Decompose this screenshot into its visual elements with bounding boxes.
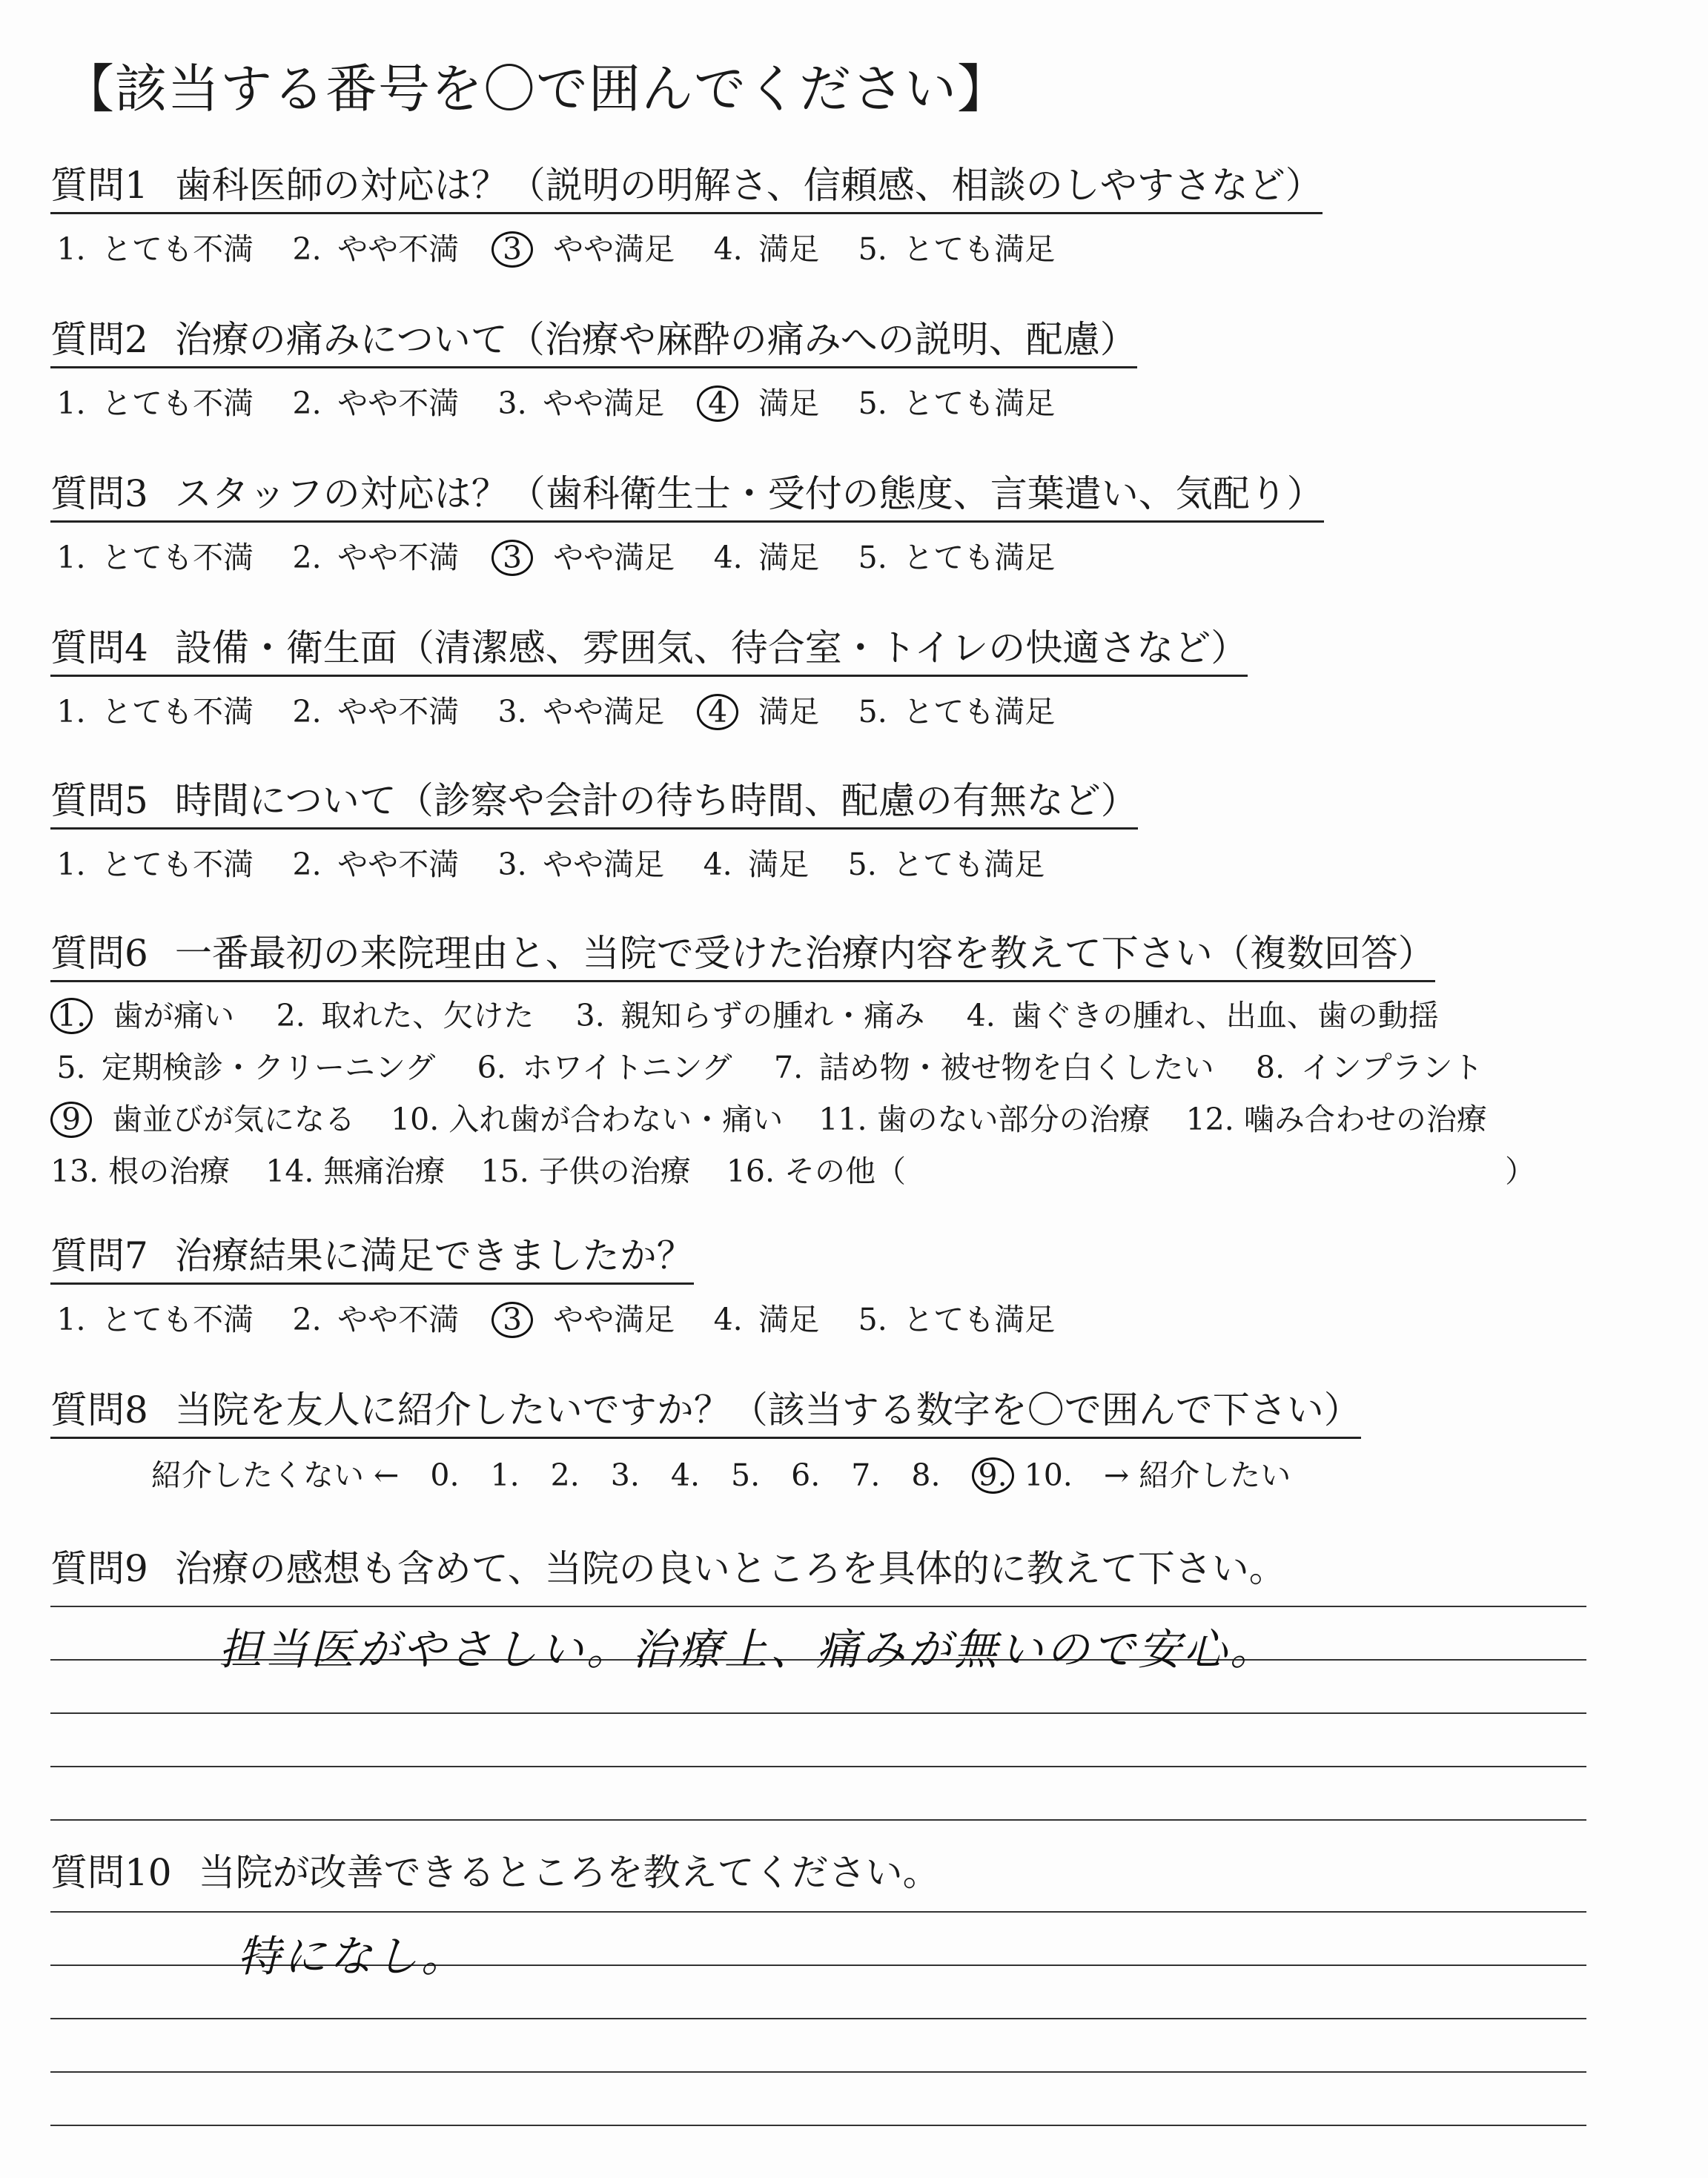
option-label: とても満足 [893,694,1056,729]
answer-option[interactable] [50,840,254,884]
options-row [50,379,1137,423]
answer-option[interactable] [707,533,819,577]
other-close-paren: ） [1505,1153,1536,1189]
answer-option[interactable] [768,1042,1214,1093]
option-label: やや満足 [533,847,665,882]
answer-option[interactable] [391,1093,783,1145]
answer-option[interactable] [50,990,234,1042]
option-label: 無痛治療 [314,1153,446,1189]
option-label: 満足 [749,231,820,267]
option-label: とても満足 [893,385,1056,421]
option-label: 詰め物・被せ物を白くしたい [809,1050,1214,1085]
option-label: ホワイトニング [512,1050,732,1085]
answer-option[interactable] [818,1093,1150,1145]
option-number: 3. [497,385,527,421]
option-number: 16. [726,1153,775,1189]
answer-option[interactable] [697,840,809,884]
option-number: 4. [713,540,743,575]
option-number: 1. [56,540,86,575]
option-number: 3. [497,694,527,729]
question-number: 質問10 [50,1851,172,1894]
option-number: 4. [713,1302,743,1337]
option-number: 12. [1185,1102,1234,1137]
answer-option[interactable] [491,533,675,577]
form-instruction-header: 【該当する番号を〇で囲んでください】 [62,59,1010,119]
answer-option[interactable] [852,225,1055,268]
answer-option[interactable] [286,225,459,268]
scale-left-label: 紹介したくない ← [151,1457,400,1493]
question-2 [50,310,1137,423]
circled-scale-value[interactable]: 9. [972,1457,1014,1494]
option-number: 7. [774,1050,804,1085]
answer-option[interactable] [50,533,254,577]
option-label: とても満足 [893,231,1056,267]
question-title [50,310,1137,368]
scale-value[interactable]: 2. [550,1457,580,1493]
question-number: 質問8 [50,1388,148,1431]
options-row [50,225,1323,268]
option-label: やや不満 [328,694,460,729]
options-row [50,533,1324,577]
answer-option[interactable] [471,1042,732,1093]
question-text: 一番最初の来院理由と、当院で受けた治療内容を教えて下さい（複数回答） [174,932,1435,975]
answer-option[interactable] [50,1042,435,1093]
option-label: やや不満 [328,847,460,882]
question-8 [50,1380,1361,1495]
q6-option-row [50,1145,1535,1197]
answer-option[interactable] [841,840,1045,884]
answer-option[interactable] [286,533,459,577]
option-label: とても満足 [893,540,1056,575]
question-title [50,1380,1361,1439]
option-label: やや不満 [328,540,460,575]
scale-value[interactable]: 4. [670,1457,701,1493]
question-10 [50,1843,940,1899]
scale-value[interactable]: 3. [610,1457,640,1493]
question-5 [50,771,1138,884]
question-9 [50,1539,1286,1595]
question-title [50,1539,1286,1595]
scale-value[interactable]: 1. [490,1457,520,1493]
option-label: 定期検診・クリーニング [92,1050,436,1085]
question-number: 質問7 [50,1234,148,1277]
answer-option[interactable] [491,840,664,884]
option-label: とても不満 [92,231,254,267]
answer-option[interactable] [286,840,459,884]
scale-right-label: → 紹介したい [1103,1457,1291,1493]
option-label: 満足 [738,847,810,882]
scale-value[interactable]: 6. [791,1457,821,1493]
option-number: 5. [56,1050,86,1085]
option-label: やや不満 [328,231,460,267]
option-label: 噛み合わせの治療 [1234,1102,1487,1137]
option-label: やや不満 [328,385,460,421]
q6-options [50,990,1535,1197]
circled-option-number: 3 [491,231,533,268]
question-text: スタッフの対応は？（歯科衛生士・受付の態度、言葉遣い、気配り） [174,472,1324,515]
option-label: とても不満 [92,1302,254,1337]
option-number: 4. [713,231,743,267]
option-number: 4. [703,847,732,882]
q10-handwritten-answer: 特になし。 [237,1931,468,1982]
answer-option[interactable] [852,533,1055,577]
question-3 [50,464,1324,577]
question-title [50,1843,940,1899]
q6-option-row [50,1093,1535,1145]
option-number: 5. [858,1302,887,1337]
answer-option[interactable] [50,1295,254,1339]
option-number: 10. [391,1102,440,1137]
answer-option[interactable] [286,379,459,423]
answer-option[interactable] [265,1145,445,1197]
recommendation-scale [151,1451,1361,1495]
option-label: とても不満 [92,694,254,729]
answer-option[interactable] [697,379,819,423]
question-6 [50,924,1535,1197]
option-label: その他（ [775,1153,907,1189]
option-label: 満足 [749,540,820,575]
option-number: 2. [292,231,322,267]
option-number: 15. [480,1153,529,1189]
answer-option[interactable] [707,225,819,268]
answer-option[interactable] [960,990,1439,1042]
answer-option[interactable] [491,225,675,268]
option-number: 1. [56,694,86,729]
answer-option[interactable] [481,1145,691,1197]
answer-option[interactable] [852,379,1055,423]
option-number: 2. [292,540,322,575]
option-label: 子供の治療 [529,1153,691,1189]
option-label: 歯が痛い [103,998,235,1033]
option-label: 満足 [749,694,820,729]
question-number: 質問2 [50,318,148,361]
option-label: 取れた、欠けた [311,998,534,1033]
answer-option[interactable] [569,990,924,1042]
answer-option[interactable] [50,1145,230,1197]
q9-handwritten-answer: 担当医がやさしい。治療上、痛みが無いので安心。 [219,1624,1277,1675]
circled-option-number: 9 [50,1102,92,1138]
question-4 [50,618,1248,731]
option-number: 5. [858,540,887,575]
option-label: とても不満 [92,540,254,575]
question-1 [50,156,1323,268]
question-text: 当院が改善できるところを教えてください。 [198,1851,940,1894]
answer-option[interactable] [726,1145,906,1197]
option-number: 2. [292,847,322,882]
question-text: 設備・衛生面（清潔感、雰囲気、待合室・トイレの快適さなど） [174,626,1248,669]
option-label: とても不満 [92,847,254,882]
scale-value[interactable]: 5. [731,1457,761,1493]
question-7 [50,1226,1088,1339]
answer-option[interactable] [50,379,254,423]
option-number: 5. [858,385,887,421]
answer-option[interactable] [707,1295,819,1339]
option-number: 11. [818,1102,867,1137]
option-number: 5. [858,694,887,729]
answer-option[interactable] [50,225,254,268]
option-label: 歯並びが気になる [102,1102,356,1137]
option-label: とても満足 [883,847,1045,882]
option-number: 1. [56,1302,86,1337]
option-label: 満足 [749,385,820,421]
question-title [50,464,1324,523]
option-number: 1. [56,385,86,421]
options-row [50,687,1248,731]
scale-value[interactable]: 10. [1024,1457,1073,1493]
option-number: 2. [292,694,322,729]
answer-option[interactable] [852,687,1055,731]
option-number: 2. [292,1302,322,1337]
question-title [50,618,1248,677]
circled-option-number: 1. [50,998,93,1034]
question-number: 質問4 [50,626,148,669]
question-text: 歯科医師の対応は？（説明の明解さ、信頼感、相談のしやすさなど） [174,164,1323,207]
option-number: 13. [50,1153,99,1189]
answer-option[interactable] [852,1295,1055,1339]
option-label: やや満足 [533,694,665,729]
option-label: 入れ歯が合わない・痛い [439,1102,784,1137]
option-number: 3. [497,847,527,882]
question-title [50,156,1323,214]
option-label: やや満足 [533,385,665,421]
answer-option[interactable] [270,990,534,1042]
option-number: 1. [56,231,86,267]
question-title [50,1226,694,1285]
circled-option-number: 4 [697,694,738,730]
answer-option[interactable] [50,1093,355,1145]
option-label: やや満足 [543,231,675,267]
option-number: 5. [858,231,887,267]
answer-option[interactable] [491,1295,675,1339]
answer-option[interactable] [491,379,664,423]
answer-option[interactable] [1186,1093,1487,1145]
question-number: 質問3 [50,472,148,515]
question-title [50,771,1138,830]
option-label: インプラント [1291,1050,1483,1085]
q7-options [50,1295,1088,1339]
circled-option-number: 4 [697,385,738,422]
option-number: 2. [276,998,305,1033]
answer-option[interactable] [286,1295,459,1339]
answer-option[interactable] [697,687,819,731]
question-title [50,924,1435,982]
question-text: 時間について（診察や会計の待ち時間、配慮の有無など） [174,779,1138,822]
circled-option-number: 3 [491,1302,533,1338]
option-number: 14. [265,1153,314,1189]
option-label: やや不満 [328,1302,460,1337]
scale-value[interactable]: 0. [430,1457,460,1493]
option-number: 8. [1256,1050,1285,1085]
scale-value[interactable]: 7. [851,1457,881,1493]
answer-option[interactable] [1250,1042,1483,1093]
option-number: 3. [575,998,605,1033]
option-label: 根の治療 [99,1153,231,1189]
option-label: 親知らずの腫れ・痛み [611,998,925,1033]
option-label: とても不満 [92,385,254,421]
question-text: 治療結果に満足できましたか？ [174,1234,694,1277]
option-number: 6. [477,1050,506,1085]
question-text: 治療の感想も含めて、当院の良いところを具体的に教えて下さい。 [174,1547,1286,1590]
scale-value[interactable]: 8. [911,1457,941,1493]
question-text: 当院を友人に紹介したいですか？（該当する数字を〇で囲んで下さい） [174,1388,1361,1431]
option-label: 歯のない部分の治療 [867,1102,1151,1137]
answer-option[interactable] [50,687,254,731]
question-number: 質問5 [50,779,148,822]
answer-option[interactable] [491,687,664,731]
question-number: 質問1 [50,164,148,207]
option-label: やや満足 [543,540,675,575]
q6-option-row [50,990,1535,1042]
option-number: 2. [292,385,322,421]
option-number: 1. [56,847,86,882]
options-row [50,840,1138,884]
question-number: 質問6 [50,932,148,975]
answer-option[interactable] [286,687,459,731]
option-number: 4. [966,998,996,1033]
question-number: 質問9 [50,1547,148,1590]
option-label: 満足 [749,1302,820,1337]
question-text: 治療の痛みについて（治療や麻酔の痛みへの説明、配慮） [174,318,1137,361]
q6-option-row [50,1042,1535,1093]
option-number: 5. [847,847,877,882]
circled-option-number: 3 [491,540,533,576]
option-label: 歯ぐきの腫れ、出血、歯の動揺 [1002,998,1439,1033]
option-label: とても満足 [893,1302,1056,1337]
option-label: やや満足 [543,1302,675,1337]
